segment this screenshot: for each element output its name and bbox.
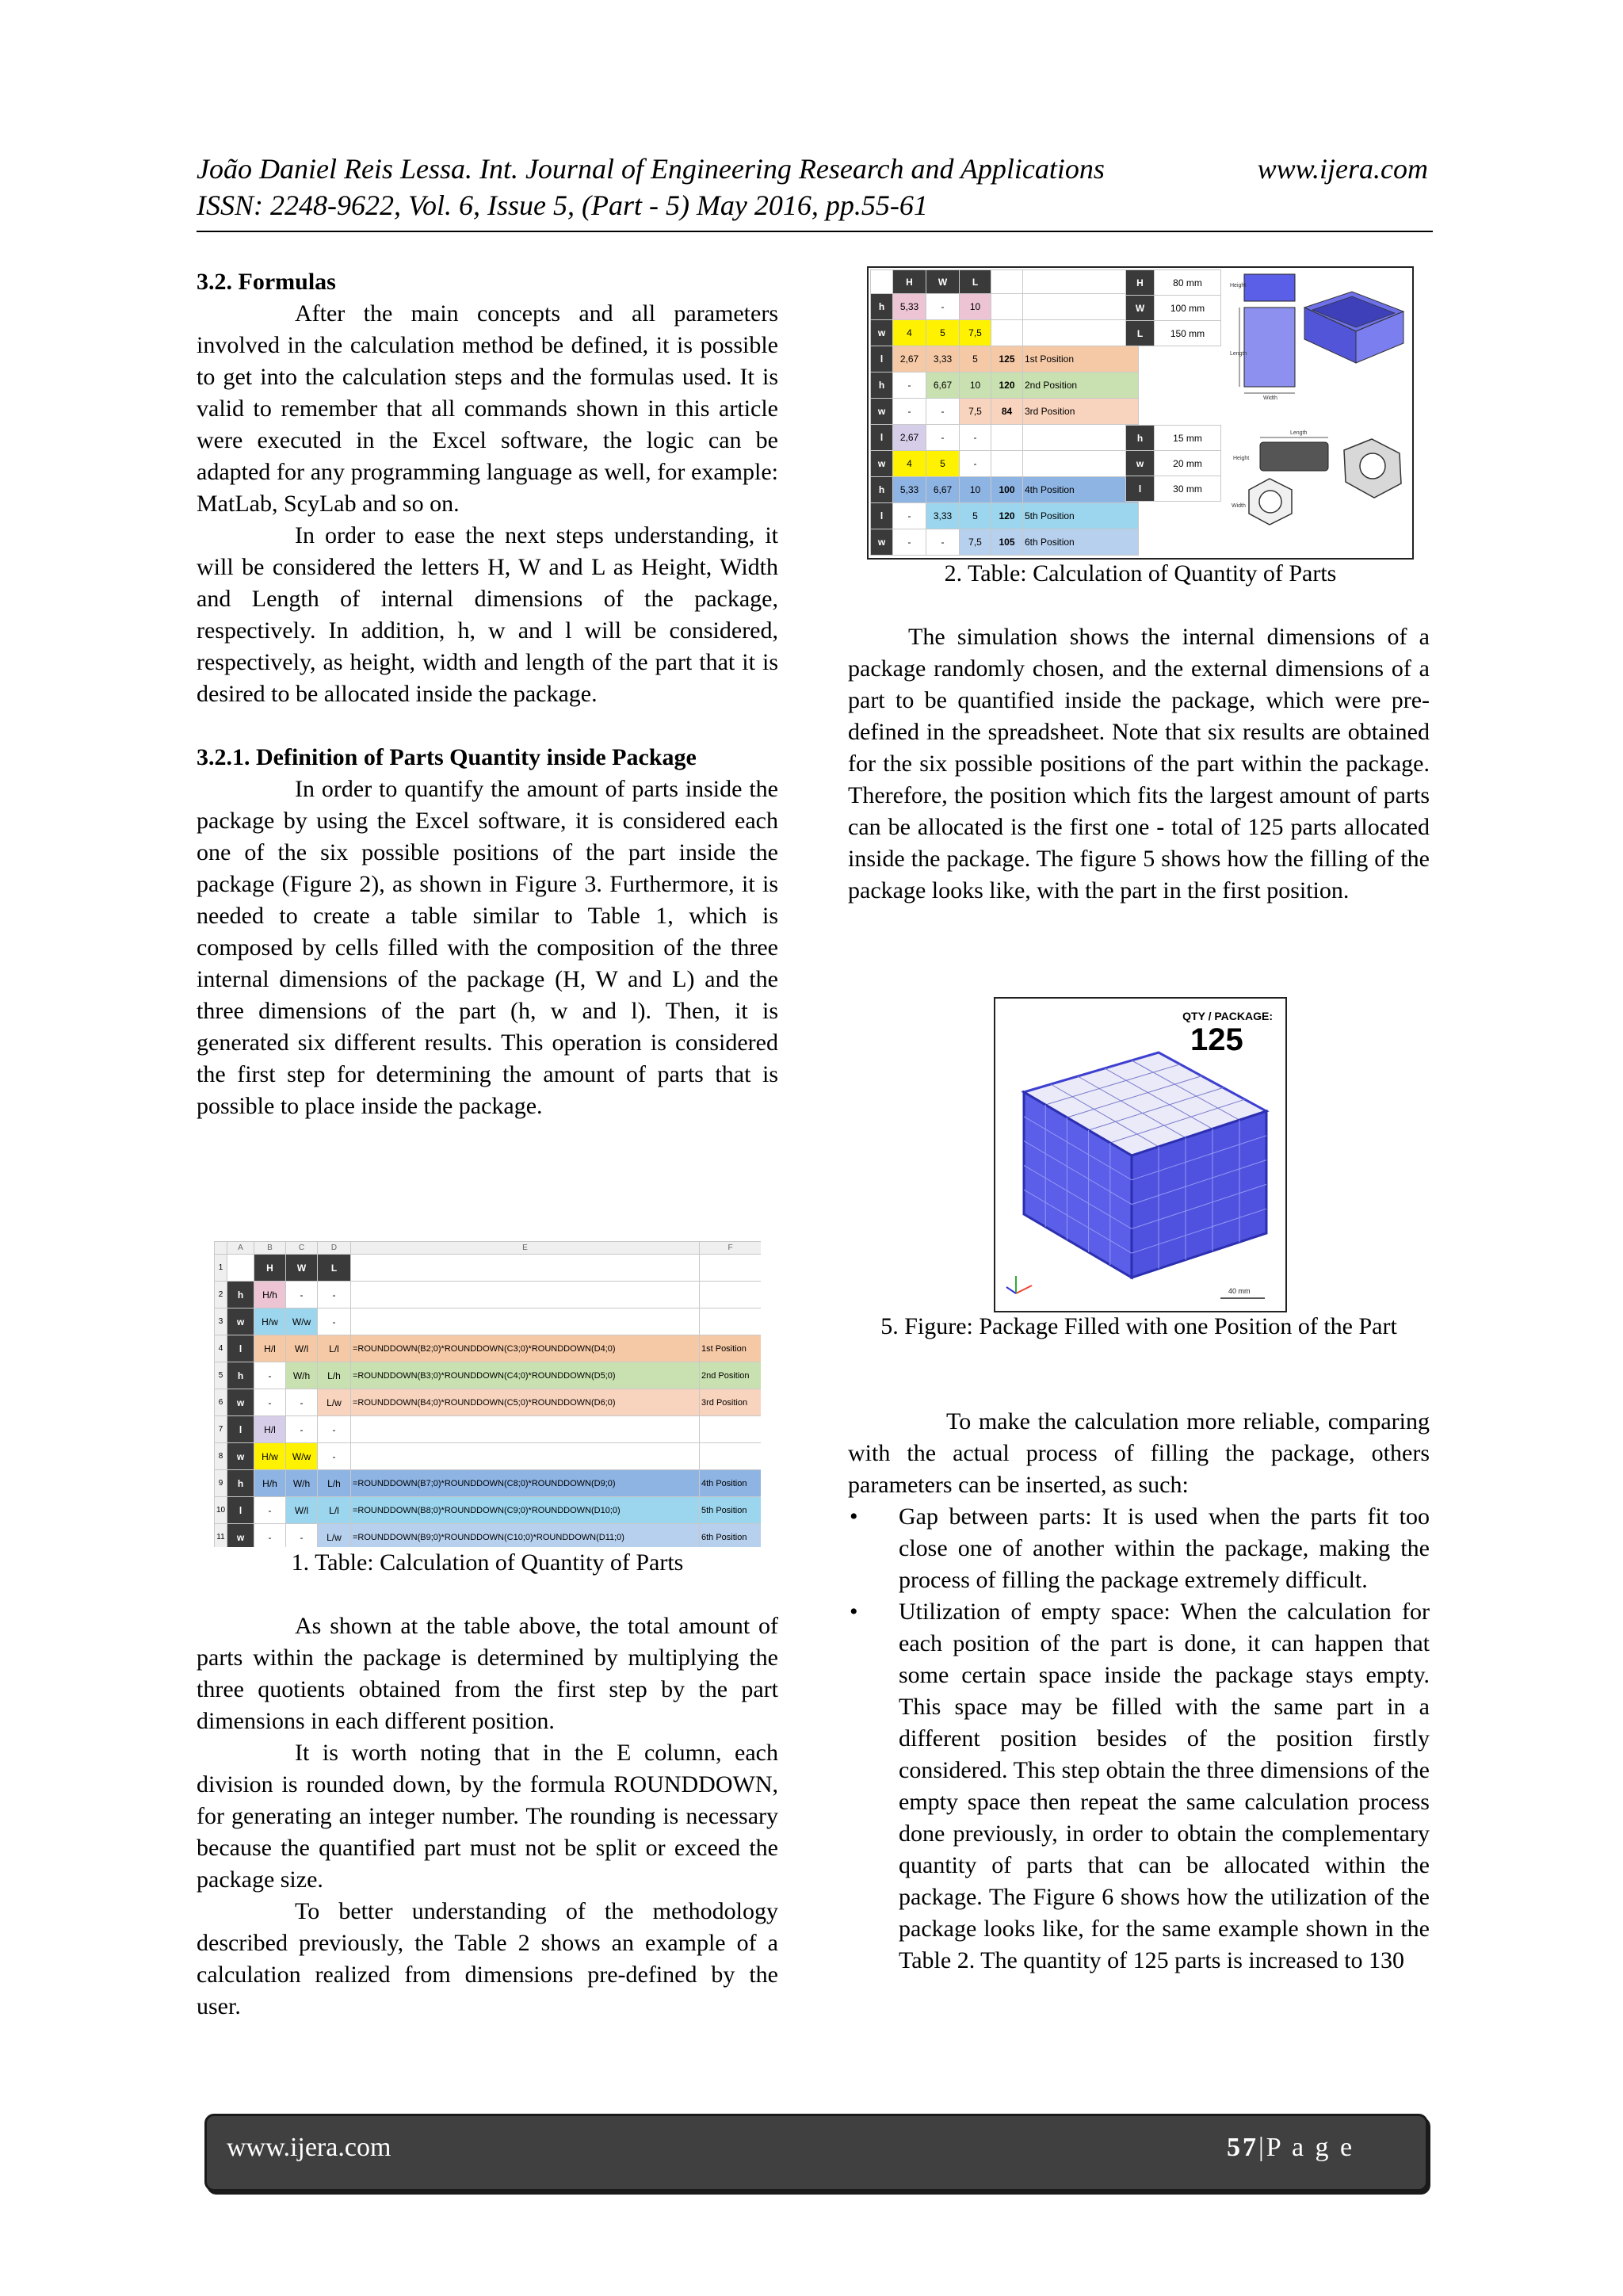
table-cell: H/w bbox=[254, 1443, 286, 1470]
table-cell: 84 bbox=[991, 399, 1023, 425]
table-cell: - bbox=[893, 529, 926, 556]
dim-value: 30 mm bbox=[1155, 476, 1221, 502]
figure5-caption: 5. Figure: Package Filled with one Position of the Part bbox=[880, 1313, 1397, 1339]
paragraph: To make the calculation more reliable, comparing with the actual process of filling the package, others parameters can be inserted, as such: bbox=[848, 1408, 1430, 1498]
table-cell: 4th Position bbox=[700, 1470, 762, 1497]
figure5 bbox=[994, 997, 1287, 1312]
dim-key: L bbox=[1126, 321, 1155, 346]
header-cell: L bbox=[318, 1255, 351, 1282]
table-row bbox=[215, 1416, 762, 1443]
table-cell: - bbox=[254, 1389, 286, 1416]
table-cell: H/l bbox=[254, 1335, 286, 1362]
table-cell: 10 bbox=[960, 477, 991, 503]
table-cell: 2 bbox=[215, 1282, 227, 1308]
table-cell: W/l bbox=[286, 1335, 318, 1362]
nut-height-label: Height bbox=[1233, 456, 1250, 461]
table-cell: - bbox=[254, 1524, 286, 1548]
dim-key: h bbox=[1126, 426, 1155, 451]
table-cell: - bbox=[318, 1416, 351, 1443]
filled-package-illustration bbox=[995, 999, 1285, 1311]
table-cell: H/h bbox=[254, 1282, 286, 1308]
table-row bbox=[215, 1282, 762, 1308]
table-cell: 5 bbox=[960, 346, 991, 372]
table-cell: 3rd Position bbox=[1023, 399, 1139, 425]
table-cell bbox=[351, 1282, 700, 1308]
nut-side-view bbox=[1260, 442, 1328, 471]
list-item: • Gap between parts: It is used when the parts fit too close one of another within the package, making the process of filling the package extremely difficult. bbox=[848, 1501, 1430, 1596]
header-website[interactable]: www.ijera.com bbox=[1257, 153, 1428, 185]
table-cell: 9 bbox=[215, 1470, 227, 1497]
table-cell: 105 bbox=[991, 529, 1023, 556]
table-cell: - bbox=[893, 503, 926, 529]
issn-line: ISSN: 2248-9622, Vol. 6, Issue 5, (Part - 5) May 2016, pp.55-61 bbox=[197, 189, 928, 221]
package-dimensions bbox=[1125, 269, 1221, 346]
table-cell: l bbox=[871, 425, 893, 451]
table-cell: 7,5 bbox=[960, 399, 991, 425]
header-cell: L bbox=[960, 270, 991, 294]
table-row bbox=[871, 477, 1139, 503]
page-number bbox=[1227, 2130, 1354, 2165]
table-cell bbox=[991, 425, 1023, 451]
qty-label: QTY / PACKAGE: bbox=[1182, 1010, 1273, 1022]
table-cell: 6th Position bbox=[1023, 529, 1139, 556]
table-row bbox=[871, 372, 1139, 399]
table-row bbox=[215, 1362, 762, 1389]
table-cell: - bbox=[960, 425, 991, 451]
table-cell: L/w bbox=[318, 1389, 351, 1416]
table-cell: 5 bbox=[926, 451, 960, 477]
table-cell: w bbox=[871, 451, 893, 477]
table-cell: - bbox=[926, 399, 960, 425]
table-cell: - bbox=[893, 399, 926, 425]
paragraph: To better understanding of the methodology described previously, the Table 2 shows an example of a calculation realized from dimensions pre-defined by the user. bbox=[197, 1898, 778, 2019]
table-row bbox=[871, 294, 1139, 320]
header-cell: H bbox=[893, 270, 926, 294]
table-cell: 10 bbox=[960, 294, 991, 320]
table-row bbox=[871, 320, 1139, 346]
table-cell: 4 bbox=[893, 451, 926, 477]
package-illustration bbox=[1225, 268, 1409, 403]
table-cell bbox=[700, 1416, 762, 1443]
table-cell: L/w bbox=[318, 1524, 351, 1548]
table-cell: h bbox=[227, 1470, 254, 1497]
table-cell: 6 bbox=[215, 1389, 227, 1416]
table-cell: 5 bbox=[926, 320, 960, 346]
header-rule bbox=[197, 231, 1433, 232]
table-cell bbox=[1023, 425, 1139, 451]
table-cell: 1st Position bbox=[700, 1335, 762, 1362]
table-row bbox=[871, 451, 1139, 477]
header-cell: W bbox=[926, 270, 960, 294]
paragraph: As shown at the table above, the total amount of parts within the package is determined by multiplying the three quotients obtained from the first step by the part dimensions in each different position. bbox=[197, 1613, 778, 1734]
table-row bbox=[871, 399, 1139, 425]
table-cell: - bbox=[318, 1308, 351, 1335]
table-cell: =ROUNDDOWN(B9;0)*ROUNDDOWN(C10;0)*ROUNDDOWN(D11;0) bbox=[351, 1524, 700, 1548]
table-cell: 7,5 bbox=[960, 529, 991, 556]
column-letter: F bbox=[700, 1242, 762, 1255]
table-cell: w bbox=[227, 1308, 254, 1335]
paragraph: The simulation shows the internal dimensions of a package randomly chosen, and the external dimensions of a part to be quantified inside the package, which were pre-defined in the spreadsheet. Note that six results are obtained for the six possible positions of the part within the package. Therefore, the position which fits the largest amount of parts can be allocated is the first one - total of 125 parts allocated inside the package. The figure 5 shows how the filling of the package looks like, with the part in the first position. bbox=[848, 624, 1430, 904]
table-cell: l bbox=[871, 346, 893, 372]
table2-caption: 2. Table: Calculation of Quantity of Parts bbox=[944, 560, 1337, 586]
table-cell: H/w bbox=[254, 1308, 286, 1335]
table2 bbox=[870, 269, 1139, 556]
table-cell: - bbox=[286, 1416, 318, 1443]
column-letter: E bbox=[351, 1242, 700, 1255]
height-label: Height bbox=[1230, 283, 1247, 288]
paragraph: It is worth noting that in the E column, each division is rounded down, by the formula ROUNDDOWN, for generating an integer number. The rounding is necessary because the quantified part must not be split or exceed the package size. bbox=[197, 1740, 778, 1893]
table-cell: - bbox=[286, 1389, 318, 1416]
table-cell bbox=[991, 320, 1023, 346]
table-cell: 1st Position bbox=[1023, 346, 1139, 372]
dim-value: 20 mm bbox=[1155, 451, 1221, 476]
table-cell: W/w bbox=[286, 1308, 318, 1335]
table-cell: - bbox=[893, 372, 926, 399]
table1: A B C D E F 1 H W L 2 h H/h - - 3 w H/w W/w - 4 l H/l W/l L/l =ROUNDDOWN(B2;0)*ROUNDDOWN(C3;0)*ROUNDDOWN(D4;0) 1st Position 5 h - W/h L/h =ROUNDDOWN(B3;0)*ROUNDDOWN(C4;0)*ROUNDDOWN(D5;0) 2nd Position 6 w - - L/w =ROUNDDOWN(B4;0)*ROUNDDOWN(C5;0)*ROUNDDOWN(D6;0) 3rd Position 7 l H/l - - 8 w H/w W/w - 9 h H/h W/h L/h =ROUNDDOWN(B7;0)*ROUNDDOWN(C8;0)*ROUNDDOWN(D9;0) 4th Position 10 l - W/l L/l =ROUNDDOWN(B8;0)*ROUNDDOWN(C9;0)*ROUNDDOWN(D10;0) 5th Position 11 w - - L/w =ROUNDDOWN(B9;0)*ROUNDDOWN(C10;0)*ROUNDDOWN(D11;0) 6th Position bbox=[214, 1241, 761, 1547]
table-cell: 6th Position bbox=[700, 1524, 762, 1548]
package-side-view bbox=[1244, 308, 1295, 387]
table-cell: 10 bbox=[215, 1497, 227, 1524]
table-cell bbox=[1023, 294, 1139, 320]
table-cell: 5,33 bbox=[893, 294, 926, 320]
table-cell: l bbox=[871, 503, 893, 529]
table-cell: 5th Position bbox=[1023, 503, 1139, 529]
scale-label: 40 mm bbox=[1228, 1287, 1251, 1295]
table-cell: 2,67 bbox=[893, 425, 926, 451]
table-cell: - bbox=[286, 1524, 318, 1548]
table-cell: 3rd Position bbox=[700, 1389, 762, 1416]
table-cell: W/l bbox=[286, 1497, 318, 1524]
table-row bbox=[215, 1497, 762, 1524]
table-row bbox=[871, 503, 1139, 529]
running-header bbox=[197, 151, 1105, 223]
table-row bbox=[215, 1470, 762, 1497]
table-cell: 10 bbox=[960, 372, 991, 399]
table-cell: 4 bbox=[215, 1335, 227, 1362]
table-cell bbox=[351, 1416, 700, 1443]
table-row bbox=[215, 1308, 762, 1335]
dim-value: 15 mm bbox=[1155, 426, 1221, 451]
table-cell bbox=[700, 1282, 762, 1308]
table-row bbox=[215, 1335, 762, 1362]
column-letter: A bbox=[227, 1242, 254, 1255]
table-row bbox=[215, 1524, 762, 1548]
dim-value: 80 mm bbox=[1155, 270, 1221, 296]
table-cell: W/h bbox=[286, 1470, 318, 1497]
table1-caption: 1. Table: Calculation of Quantity of Parts bbox=[291, 1549, 684, 1576]
table-cell bbox=[700, 1308, 762, 1335]
paragraph: After the main concepts and all parameters involved in the calculation method be defined, it is possible to get into the calculation steps and the formulas used. It is valid to remember that all commands shown in this article were executed in the Excel software, the logic can be adapted for any programming language as well, for example: MatLab, ScyLab and so on. bbox=[197, 300, 778, 517]
header-cell: H bbox=[254, 1255, 286, 1282]
table-cell: - bbox=[254, 1362, 286, 1389]
table-cell: - bbox=[960, 451, 991, 477]
table-cell: L/l bbox=[318, 1497, 351, 1524]
subsection-title: 3.2.1. Definition of Parts Quantity inside Package bbox=[197, 744, 697, 770]
journal-line: João Daniel Reis Lessa. Int. Journal of Engineering Research and Applications bbox=[197, 153, 1105, 185]
table-cell: 5th Position bbox=[700, 1497, 762, 1524]
table-cell: w bbox=[227, 1443, 254, 1470]
nut-width-label: Width bbox=[1232, 503, 1246, 509]
part-dimensions bbox=[1125, 425, 1221, 502]
table2-figure bbox=[867, 266, 1414, 560]
table-cell: w bbox=[227, 1389, 254, 1416]
dim-key: W bbox=[1126, 296, 1155, 321]
table-cell: L/h bbox=[318, 1362, 351, 1389]
table-row bbox=[871, 529, 1139, 556]
table-cell bbox=[991, 294, 1023, 320]
page-num: 57 bbox=[1227, 2133, 1258, 2162]
dim-key: l bbox=[1126, 476, 1155, 502]
list-item: • Utilization of empty space: When the calculation for each position of the part is done, it can happen that some certain space inside the package stays empty. This space may be filled with the same part in a different position besides of the position firstly considered. This step obtain the three dimensions of the empty space then repeat the same calculation process done previously, in order to obtain the complementary quantity of parts that can be allocated within the package. The Figure 6 shows how the utilization of the package looks like, for the same example shown in the Table 2. The quantity of 125 parts is increased to 130 bbox=[848, 1596, 1430, 1977]
table-cell: L/h bbox=[318, 1470, 351, 1497]
paragraph: In order to ease the next steps understanding, it will be considered the letters H, W and L as Height, Width and Length of internal dimensions of the package, respectively. In addition, h, w and l will be considered, respectively, as height, width and length of the part that it is desired to be allocated inside the package. bbox=[197, 522, 778, 707]
table-cell: h bbox=[227, 1362, 254, 1389]
table-cell: l bbox=[227, 1335, 254, 1362]
table-cell: - bbox=[926, 294, 960, 320]
table-cell: 3,33 bbox=[926, 503, 960, 529]
table-cell: h bbox=[227, 1282, 254, 1308]
table-cell: =ROUNDDOWN(B4;0)*ROUNDDOWN(C5;0)*ROUNDDOWN(D6;0) bbox=[351, 1389, 700, 1416]
table-cell: 5,33 bbox=[893, 477, 926, 503]
table-cell: w bbox=[227, 1524, 254, 1548]
table-cell: W/h bbox=[286, 1362, 318, 1389]
table-cell: 125 bbox=[991, 346, 1023, 372]
table-cell: 5 bbox=[960, 503, 991, 529]
table-cell: w bbox=[871, 529, 893, 556]
paragraph: In order to quantify the amount of parts inside the package by using the Excel software, it is considered each one of the six possible positions of the part inside the package (Figure 2), as shown in Figure 3. Furthermore, it is needed to create a table similar to Table 1, which is composed by cells filled with the composition of the three internal dimensions of the package (H, W and L) and the three dimensions of the part (h, w and l). Then, it is generated six different results. This operation is considered the first step for determining the amount of parts that is possible to place inside the package. bbox=[197, 776, 778, 1119]
qty-value: 125 bbox=[1190, 1022, 1243, 1057]
nut-length-label: Length bbox=[1290, 430, 1308, 436]
table-cell: w bbox=[871, 320, 893, 346]
table-cell: =ROUNDDOWN(B8;0)*ROUNDDOWN(C9;0)*ROUNDDOWN(D10;0) bbox=[351, 1497, 700, 1524]
column-letter: B bbox=[254, 1242, 286, 1255]
left-column-lower bbox=[197, 1610, 778, 2023]
table-cell: 100 bbox=[991, 477, 1023, 503]
table-cell: h bbox=[871, 477, 893, 503]
table-cell: 5 bbox=[215, 1362, 227, 1389]
table-cell: 4th Position bbox=[1023, 477, 1139, 503]
table-cell: 7,5 bbox=[960, 320, 991, 346]
package-front-view bbox=[1244, 274, 1295, 301]
dim-value: 100 mm bbox=[1155, 296, 1221, 321]
table-cell bbox=[700, 1443, 762, 1470]
table-cell: 3,33 bbox=[926, 346, 960, 372]
table-cell: - bbox=[318, 1282, 351, 1308]
table-row bbox=[871, 425, 1139, 451]
dim-key: w bbox=[1126, 451, 1155, 476]
table-cell: l bbox=[227, 1416, 254, 1443]
page-label: |P a g e bbox=[1258, 2133, 1355, 2162]
table1-figure bbox=[214, 1241, 761, 1547]
table-cell: H/l bbox=[254, 1416, 286, 1443]
parameter-list bbox=[848, 1501, 1430, 1977]
table-cell: =ROUNDDOWN(B7;0)*ROUNDDOWN(C8;0)*ROUNDDOWN(D9;0) bbox=[351, 1470, 700, 1497]
table-cell: - bbox=[926, 529, 960, 556]
table-cell: h bbox=[871, 294, 893, 320]
table-row bbox=[215, 1389, 762, 1416]
table-cell bbox=[1023, 320, 1139, 346]
length-label: Length bbox=[1230, 351, 1247, 357]
table-cell: =ROUNDDOWN(B3;0)*ROUNDDOWN(C4;0)*ROUNDDOWN(D5;0) bbox=[351, 1362, 700, 1389]
left-column bbox=[197, 266, 778, 1122]
table-cell: - bbox=[318, 1443, 351, 1470]
table-cell: 11 bbox=[215, 1524, 227, 1548]
table-cell: - bbox=[286, 1282, 318, 1308]
table-cell: 2nd Position bbox=[1023, 372, 1139, 399]
table-cell bbox=[351, 1443, 700, 1470]
header-cell: W bbox=[286, 1255, 318, 1282]
table-cell: W/w bbox=[286, 1443, 318, 1470]
table-cell: - bbox=[254, 1497, 286, 1524]
table-cell: 120 bbox=[991, 503, 1023, 529]
table-cell: 2,67 bbox=[893, 346, 926, 372]
table-cell bbox=[1023, 451, 1139, 477]
section-title: 3.2. Formulas bbox=[197, 269, 336, 295]
right-column-upper bbox=[848, 621, 1430, 907]
table-cell bbox=[351, 1308, 700, 1335]
dim-value: 150 mm bbox=[1155, 321, 1221, 346]
column-letter: C bbox=[286, 1242, 318, 1255]
dim-key: H bbox=[1126, 270, 1155, 296]
table-cell: 8 bbox=[215, 1443, 227, 1470]
table-cell: w bbox=[871, 399, 893, 425]
table-cell: h bbox=[871, 372, 893, 399]
table-cell: 7 bbox=[215, 1416, 227, 1443]
table-cell: 2nd Position bbox=[700, 1362, 762, 1389]
footer-website[interactable]: www.ijera.com bbox=[227, 2133, 391, 2162]
nut-illustration bbox=[1225, 422, 1409, 556]
table-cell: H/h bbox=[254, 1470, 286, 1497]
table-row bbox=[215, 1443, 762, 1470]
table-cell: 6,67 bbox=[926, 477, 960, 503]
table-cell: 120 bbox=[991, 372, 1023, 399]
table-cell: l bbox=[227, 1497, 254, 1524]
table-cell bbox=[991, 451, 1023, 477]
table-cell: 4 bbox=[893, 320, 926, 346]
table-row bbox=[871, 346, 1139, 372]
width-label: Width bbox=[1263, 395, 1277, 401]
right-column-lower bbox=[848, 1406, 1430, 1977]
table-cell: 3 bbox=[215, 1308, 227, 1335]
table-cell: =ROUNDDOWN(B2;0)*ROUNDDOWN(C3;0)*ROUNDDOWN(D4;0) bbox=[351, 1335, 700, 1362]
table-cell: - bbox=[926, 425, 960, 451]
table-cell: 6,67 bbox=[926, 372, 960, 399]
table-cell: L/l bbox=[318, 1335, 351, 1362]
column-letter: D bbox=[318, 1242, 351, 1255]
